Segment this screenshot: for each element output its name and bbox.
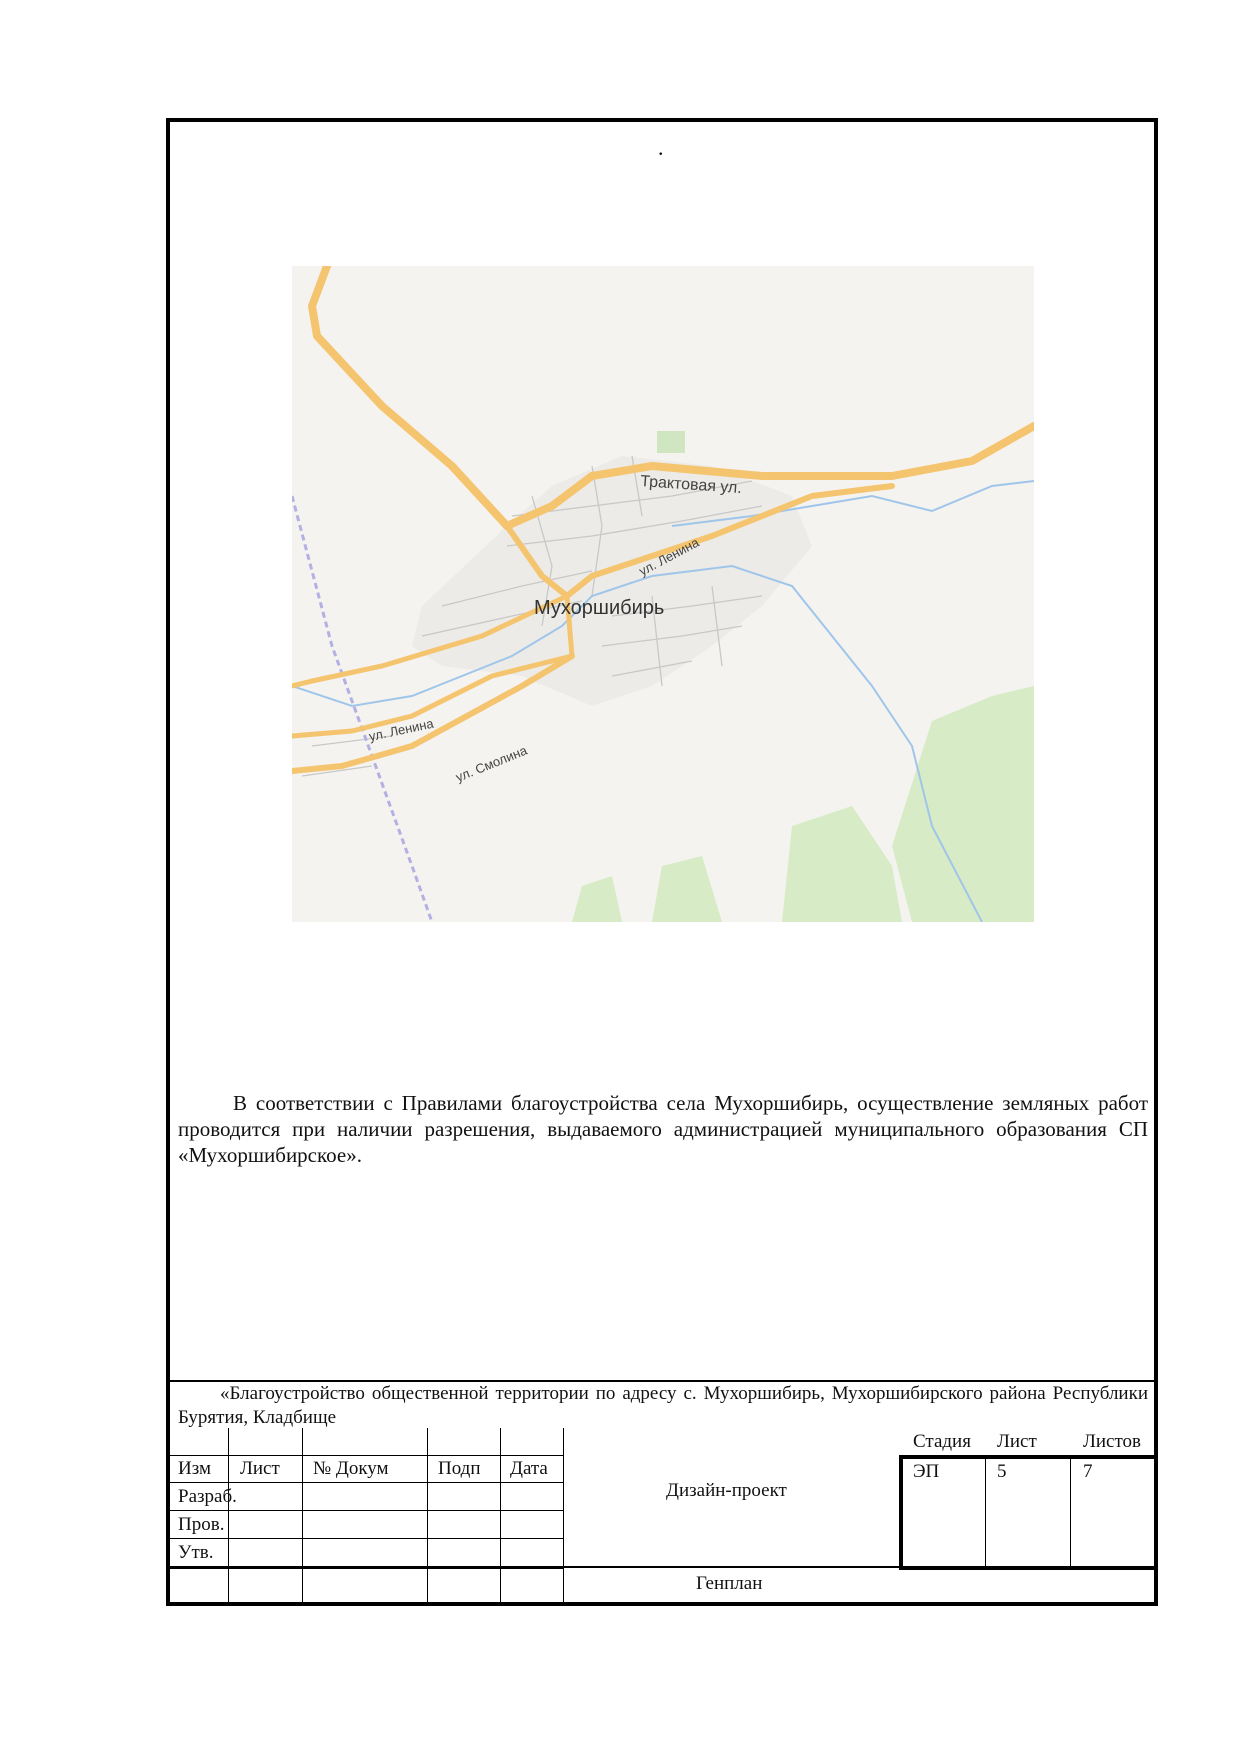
sheet-title: Генплан [696,1573,763,1594]
project-type: Дизайн-проект [666,1480,787,1501]
header-dokum: № Докум [313,1458,389,1479]
regulation-paragraph: В соответствии с Правилами благоустройства села Мухоршибирь, осуществление земляных работ проводится при наличии разрешения, выдаваемого администрацией муниципального образования СП «Мухоршибирское». [178,1091,1148,1167]
forest-area [572,876,622,922]
sheets-header: Листов [1083,1431,1142,1452]
forest-area [652,856,722,922]
grid-line [1070,1455,1071,1567]
location-map [292,266,1034,922]
stage-header: Стадия [913,1431,971,1452]
map-svg [292,266,1034,922]
forest-area [782,806,902,922]
street-label-smolina: ул. Смолина [453,742,530,785]
grid-line [985,1455,986,1567]
stage-block-top [899,1455,1158,1459]
row-utv: Утв. [178,1542,214,1563]
stage-block-left [899,1455,903,1569]
grid-line [166,1538,563,1539]
sheet-header: Лист [997,1431,1037,1452]
street-label-traktovaya: Трактовая ул. [639,473,743,498]
stage-value: ЭП [913,1461,940,1482]
row-prov: Пров. [178,1514,225,1535]
sheet-value: 5 [997,1461,1007,1482]
sheets-value: 7 [1083,1461,1093,1482]
project-subject: «Благоустройство общественной территории по адресу с. Мухоршибирь, Мухоршибирского района Республики Бурятия, Кладбище [178,1383,1148,1428]
header-podp: Подп [438,1458,481,1479]
grid-line [563,1428,564,1606]
header-list: Лист [240,1458,280,1479]
header-izm: Изм [178,1458,211,1479]
grid-line [166,1482,563,1483]
park-area [657,431,685,453]
header-data: Дата [510,1458,548,1479]
grid-line [166,1510,563,1511]
railway [292,496,432,922]
top-mark: . [658,135,664,160]
street-label-lenina-upper: ул. Ленина [636,534,702,579]
settlement-label: Мухоршибирь [534,597,665,619]
stage-block-bottom [899,1566,1158,1570]
street-label-lenina-lower: ул. Ленина [367,715,435,744]
grid-line [166,1455,563,1456]
row-razrab: Разраб. [178,1486,237,1507]
